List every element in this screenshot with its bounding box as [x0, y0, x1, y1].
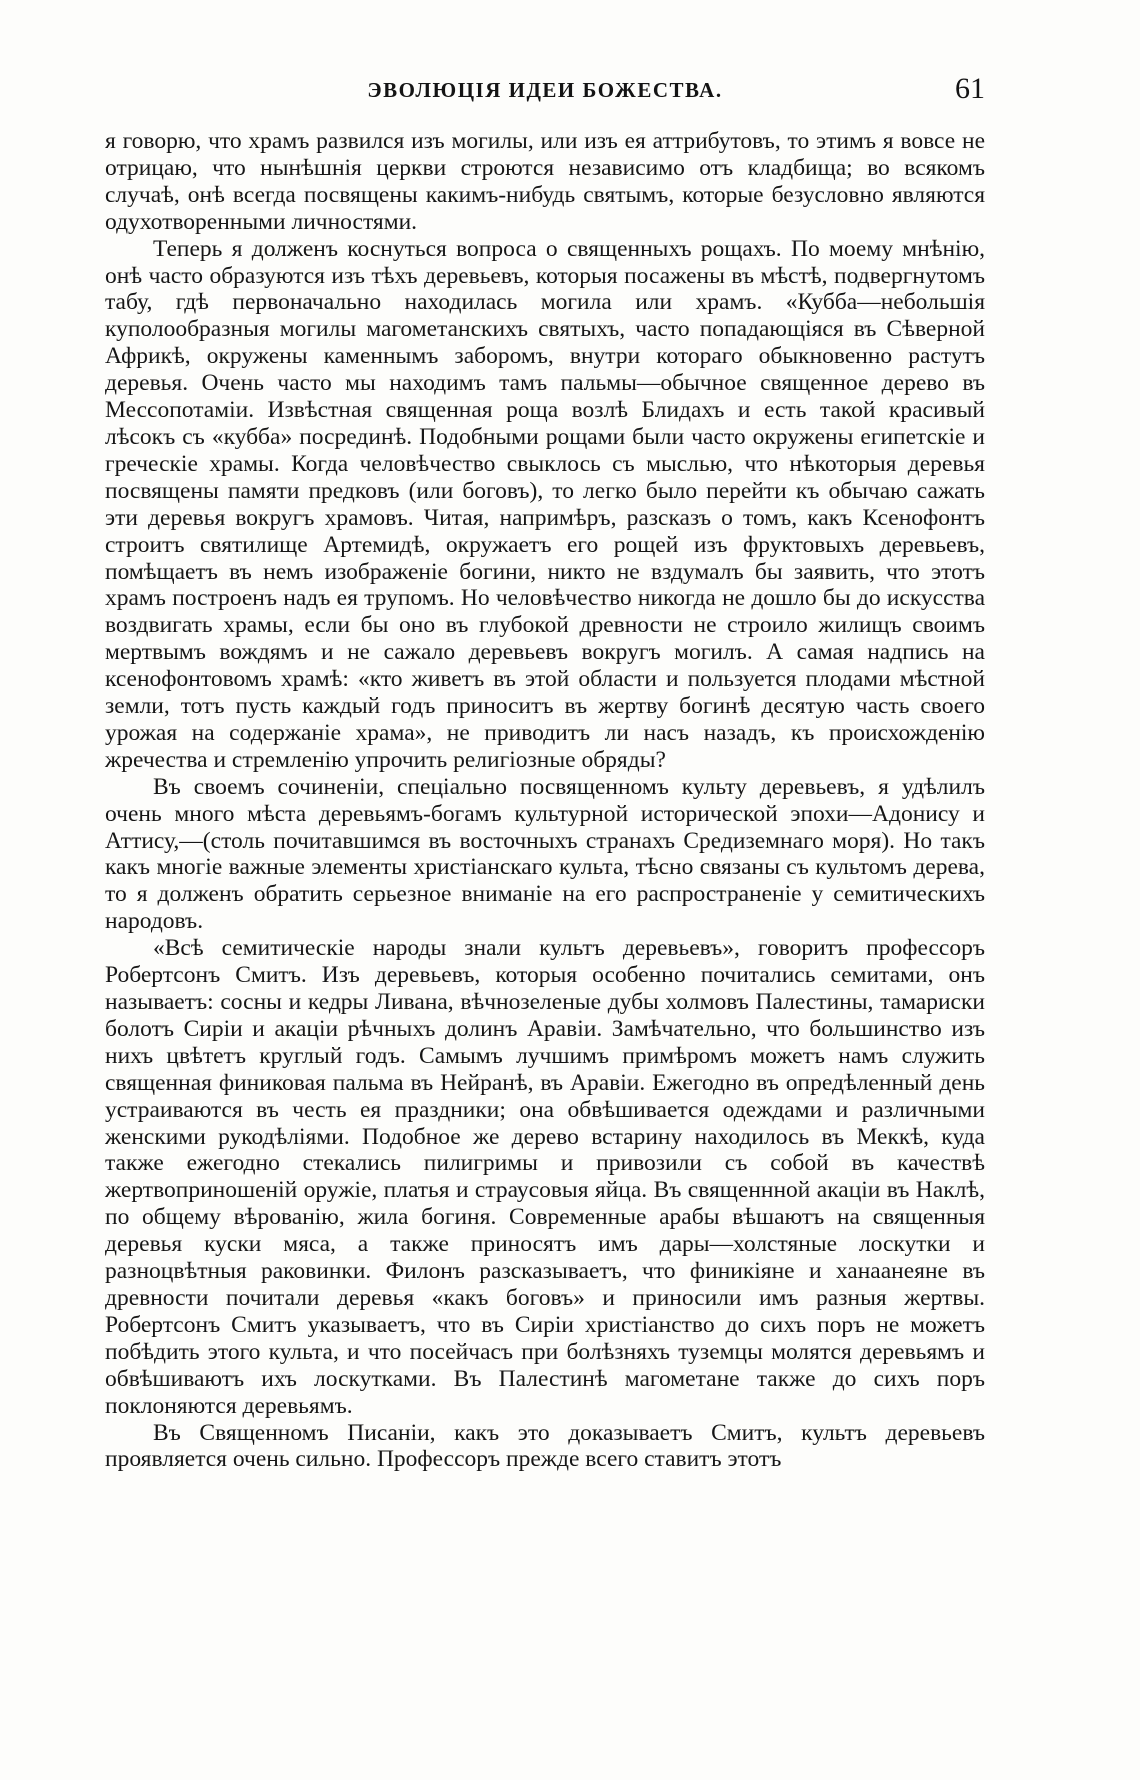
paragraph: Теперь я долженъ коснуться вопроса о священныхъ рощахъ. По моему мнѣнію, онѣ часто образуются изъ тѣхъ деревьевъ, которыя посажены въ мѣстѣ, подвергнутомъ табу, гдѣ первоначально находилась могила или храмъ. «Кубба—небольшія куполообразныя могилы магометанскихъ святыхъ, часто попадающіяся въ Сѣверной Африкѣ, окружены каменнымъ заборомъ, внутри котораго обыкновенно растутъ деревья. Очень часто мы находимъ тамъ пальмы—обычное священное дерево въ Мессопотаміи. Извѣстная священная роща возлѣ Блидахъ и есть такой красивый лѣсокъ съ «кубба» посрединѣ. Подобными рощами были часто окружены египетскіе и греческіе храмы. Когда человѣчество свыклось съ мыслью, что нѣкоторыя деревья посвящены памяти предковъ (или боговъ), то легко было перейти къ обычаю сажать эти деревья вокругъ храмовъ. Читая, напримѣръ, разсказъ о томъ, какъ Ксенофонтъ строитъ святилище Артемидѣ, окружаетъ его рощей изъ фруктовыхъ деревьевъ, помѣщаетъ въ немъ изображеніе богини, никто не вздумалъ бы заявить, что этотъ храмъ построенъ надъ ея трупомъ. Но человѣчество никогда не дошло бы до искусства воздвигать храмы, если бы оно въ глубокой древности не строило жилищъ своимъ мертвымъ вождямъ и не сажало деревьевъ вокругъ могилъ. А самая надпись на ксенофонтовомъ храмѣ: «кто живетъ въ этой области и пользуется плодами мѣстной земли, тотъ пусть каждый годъ приноситъ въ жертву богинѣ десятую часть своего урожая на содержаніе храма», не приводитъ ли насъ назадъ, къ происхожденію жречества и стремленію упрочить религіозные обряды?	[105, 235, 985, 773]
running-head	[105, 72, 985, 112]
running-title: ЭВОЛЮЦІЯ ИДЕИ БОЖЕСТВА.	[367, 78, 723, 102]
paragraph: «Всѣ семитическіе народы знали культъ деревьевъ», говоритъ профессоръ Робертсонъ Смитъ. Изъ деревьевъ, которыя особенно почитались семитами, онъ называетъ: сосны и кедры Ливана, вѣчнозеленые дубы холмовъ Палестины, тамариски болотъ Сиріи и акаціи рѣчныхъ долинъ Аравіи. Замѣчательно, что большинство изъ нихъ цвѣтетъ круглый годъ. Самымъ лучшимъ примѣромъ можетъ намъ служить священная финиковая пальма въ Нейранѣ, въ Аравіи. Ежегодно въ опредѣленный день устраиваются въ честь ея праздники; она обвѣшивается одеждами и различными женскими рукодѣліями. Подобное же дерево встарину находилось въ Меккѣ, куда также ежегодно стекались пилигримы и привозили съ собой въ качествѣ жертвоприношеній оружіе, платья и страусовыя яйца. Въ священнной акаціи въ Наклѣ, по общему вѣрованію, жила богиня. Современные арабы вѣшаютъ на священныя деревья куски мяса, а также приносятъ имъ дары—холстяные лоскутки и разноцвѣтныя раковинки. Филонъ разсказываетъ, что финикіяне и ханаанеяне въ древности почитали деревья «какъ боговъ» и приносили имъ разныя жертвы. Робертсонъ Смитъ указываетъ, что въ Сиріи христіанство до сихъ поръ не можетъ побѣдить этого культа, и что посейчасъ при болѣзняхъ туземцы молятся деревьямъ и обвѣшиваютъ ихъ лоскутками. Въ Палестинѣ магометане также до сихъ поръ поклоняются деревьямъ.	[105, 935, 985, 1419]
paragraph: Въ Священномъ Писаніи, какъ это доказываетъ Смитъ, культъ деревьевъ проявляется очень сильно. Профессоръ прежде всего ставитъ этотъ	[105, 1419, 985, 1473]
body-text	[105, 128, 985, 1473]
paragraph: Въ своемъ сочиненіи, спеціально посвященномъ культу деревьевъ, я удѣлилъ очень много мѣста деревьямъ-богамъ культурной исторической эпохи—Адонису и Аттису,—(столь почитавшимся въ восточныхъ странахъ Средиземнаго моря). Но такъ какъ многіе важные элементы христіанскаго культа, тѣсно связаны съ культомъ дерева, то я долженъ обратить серьезное вниманіе на его распространеніе у семитическихъ народовъ.	[105, 773, 985, 935]
page-number: 61	[955, 72, 985, 105]
paragraph: я говорю, что храмъ развился изъ могилы, или изъ ея аттрибутовъ, то этимъ я вовсе не отрицаю, что нынѣшнія церкви строются независимо отъ кладбища; во всякомъ случаѣ, онѣ всегда посвящены какимъ-нибудь святымъ, которые безусловно являются одухотворенными личностями.	[105, 128, 985, 235]
